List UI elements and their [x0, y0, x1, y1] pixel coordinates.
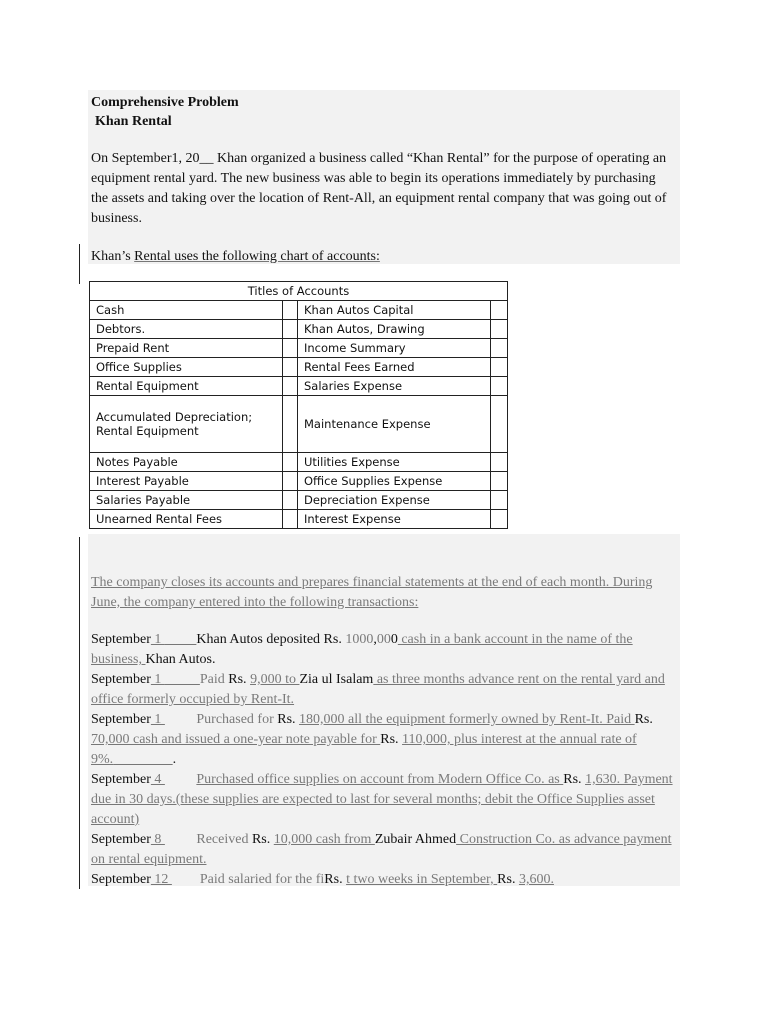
transaction-day: 1: [150, 632, 165, 647]
blank-cell: [491, 320, 508, 339]
amount: 00: [376, 632, 391, 647]
transaction-month: September: [91, 672, 151, 687]
account-left: Interest Payable: [90, 472, 283, 491]
account-right: Office Supplies Expense: [298, 472, 491, 491]
chart-of-accounts-line: [91, 247, 380, 267]
blank-cell: [491, 339, 508, 358]
account-left: Debtors.: [90, 320, 283, 339]
transaction-text: Khan Autos.: [145, 652, 216, 667]
transaction-entry: [91, 710, 676, 770]
transaction-entry: [91, 770, 676, 830]
account-right: Khan Autos, Drawing: [298, 320, 491, 339]
blank-cell: [283, 453, 298, 472]
tab-gap: [165, 832, 197, 847]
blank-cell: [491, 510, 508, 529]
currency-label: Rs.: [324, 872, 347, 887]
currency-label: Rs.: [380, 732, 403, 747]
blank-cell: [283, 301, 298, 320]
tab-gap: [172, 872, 200, 887]
transaction-day: 1: [150, 672, 165, 687]
account-right: Utilities Expense: [298, 453, 491, 472]
table-row: [90, 453, 508, 472]
transaction-text: 110,000, plus interest at the annual rate of 9%.: [91, 732, 637, 767]
amount: 9,000 to: [250, 672, 300, 687]
intro-paragraph: On September1, 20__ Khan organized a business called “Khan Rental” for the purpose of operating an equipment rental yard. The new business was able to begin its operations immediately by purchasing the assets and taking over the location of Rent-All, an equipment rental company that was going out of business.: [91, 151, 667, 226]
blank-cell: [491, 377, 508, 396]
blank-cell: [283, 510, 298, 529]
blank-cell: [283, 358, 298, 377]
blank-cell: [491, 396, 508, 453]
table-row: [90, 320, 508, 339]
account-left: Cash: [90, 301, 283, 320]
table-row: [90, 491, 508, 510]
blank-cell: [283, 339, 298, 358]
transaction-month: September: [91, 832, 151, 847]
account-left: Notes Payable: [90, 453, 283, 472]
transaction-entry: [91, 830, 676, 870]
table-row: [90, 396, 508, 453]
currency-label: Rs.: [634, 712, 653, 727]
transaction-text: t two weeks in September,: [346, 872, 498, 887]
table-row: [90, 472, 508, 491]
account-right: Khan Autos Capital: [298, 301, 491, 320]
transaction-entry: [91, 670, 676, 710]
tab-gap: [165, 672, 200, 687]
transaction-text: 1,630. Payment due in 30 days.(these supplies are expected to last for several months; debit the Office Supplies asset account): [91, 772, 673, 827]
currency-label: Rs.: [277, 712, 300, 727]
account-left: Accumulated Depreciation; Rental Equipment: [90, 396, 283, 453]
blank-cell: [491, 301, 508, 320]
amount: 0: [390, 632, 398, 647]
transaction-text: 180,000 all the equipment formerly owned by Rent-It. Paid: [299, 712, 635, 727]
transaction-entry: [91, 630, 676, 670]
transactions-intro: The company closes its accounts and prepares financial statements at the end of each month. During June, the company entered into the following transactions:: [91, 575, 653, 610]
blank-cell: [283, 377, 298, 396]
chart-line-part: Khan’s: [91, 249, 135, 264]
chart-of-accounts-table: [89, 281, 508, 529]
currency-label: Rs.: [563, 772, 586, 787]
transaction-text: Purchased for: [196, 712, 278, 727]
blank-cell: [491, 472, 508, 491]
payee-name: Zia ul Isalam: [299, 672, 374, 687]
transaction-entry: [91, 870, 676, 890]
account-right: Depreciation Expense: [298, 491, 491, 510]
table-header-row: [90, 282, 508, 301]
account-left: Rental Equipment: [90, 377, 283, 396]
revision-bar: [79, 537, 80, 889]
account-left: Unearned Rental Fees: [90, 510, 283, 529]
transaction-text: 3,600.: [518, 872, 554, 887]
currency-label: Rs.: [497, 872, 519, 887]
blank-cell: [491, 491, 508, 510]
account-left: Office Supplies: [90, 358, 283, 377]
transaction-month: September: [91, 872, 151, 887]
transaction-text: cash in a bank account in the name of the business,: [91, 632, 633, 667]
table-row: [90, 339, 508, 358]
blank-cell: [491, 453, 508, 472]
transaction-text: Khan Autos deposited: [196, 632, 324, 647]
chart-line-part: Rental uses the following chart of accounts: [134, 249, 376, 264]
transaction-month: September: [91, 772, 151, 787]
transaction-day: 12: [150, 872, 172, 887]
transaction-day: 8: [150, 832, 165, 847]
document-title: Comprehensive Problem: [91, 95, 239, 110]
account-left: Prepaid Rent: [90, 339, 283, 358]
payer-name: Zubair Ahmed: [374, 832, 457, 847]
account-right: Income Summary: [298, 339, 491, 358]
tab-gap: [165, 772, 197, 787]
transaction-day: 4: [150, 772, 165, 787]
account-left: Salaries Payable: [90, 491, 283, 510]
account-right: Salaries Expense: [298, 377, 491, 396]
blank-cell: [283, 472, 298, 491]
transaction-text: Purchased office supplies on account from Modern Office Co. as: [196, 772, 564, 787]
transaction-text: 10,000 cash from: [273, 832, 375, 847]
table-row: [90, 358, 508, 377]
table-row: [90, 510, 508, 529]
blank-cell: [283, 320, 298, 339]
blank-line: [113, 752, 173, 767]
transaction-text: 70,000 cash and issued a one-year note payable for: [91, 732, 381, 747]
transaction-text: as three months advance rent on the rental yard and office formerly occupied by Rent-It.: [91, 672, 665, 707]
blank-cell: [283, 491, 298, 510]
account-right: Interest Expense: [298, 510, 491, 529]
chart-line-part: :: [376, 249, 380, 264]
transaction-text: Paid salaried for the fi: [199, 872, 325, 887]
transaction-month: September: [91, 632, 151, 647]
currency-label: Rs.: [323, 632, 346, 647]
blank-cell: [491, 358, 508, 377]
account-right: Rental Fees Earned: [298, 358, 491, 377]
tab-gap: [165, 712, 197, 727]
table-row: [90, 301, 508, 320]
currency-label: Rs.: [251, 832, 274, 847]
currency-label: Rs.: [228, 672, 251, 687]
table-heading: Titles of Accounts: [90, 282, 508, 301]
transaction-text: .: [172, 752, 177, 767]
transaction-text: ,: [373, 632, 377, 647]
tab-gap: [165, 632, 197, 647]
transaction-text: Paid: [199, 672, 229, 687]
transaction-text: Received: [196, 832, 252, 847]
transaction-text: Construction Co. as advance payment on rental equipment.: [91, 832, 672, 867]
table-row: [90, 377, 508, 396]
account-right: Maintenance Expense: [298, 396, 491, 453]
amount: 1000: [345, 632, 374, 647]
document-subtitle: Khan Rental: [95, 114, 172, 129]
blank-cell: [283, 396, 298, 453]
transaction-month: September: [91, 712, 151, 727]
transaction-day: 1: [150, 712, 165, 727]
transactions-list: [91, 630, 676, 890]
revision-bar: [79, 244, 80, 284]
